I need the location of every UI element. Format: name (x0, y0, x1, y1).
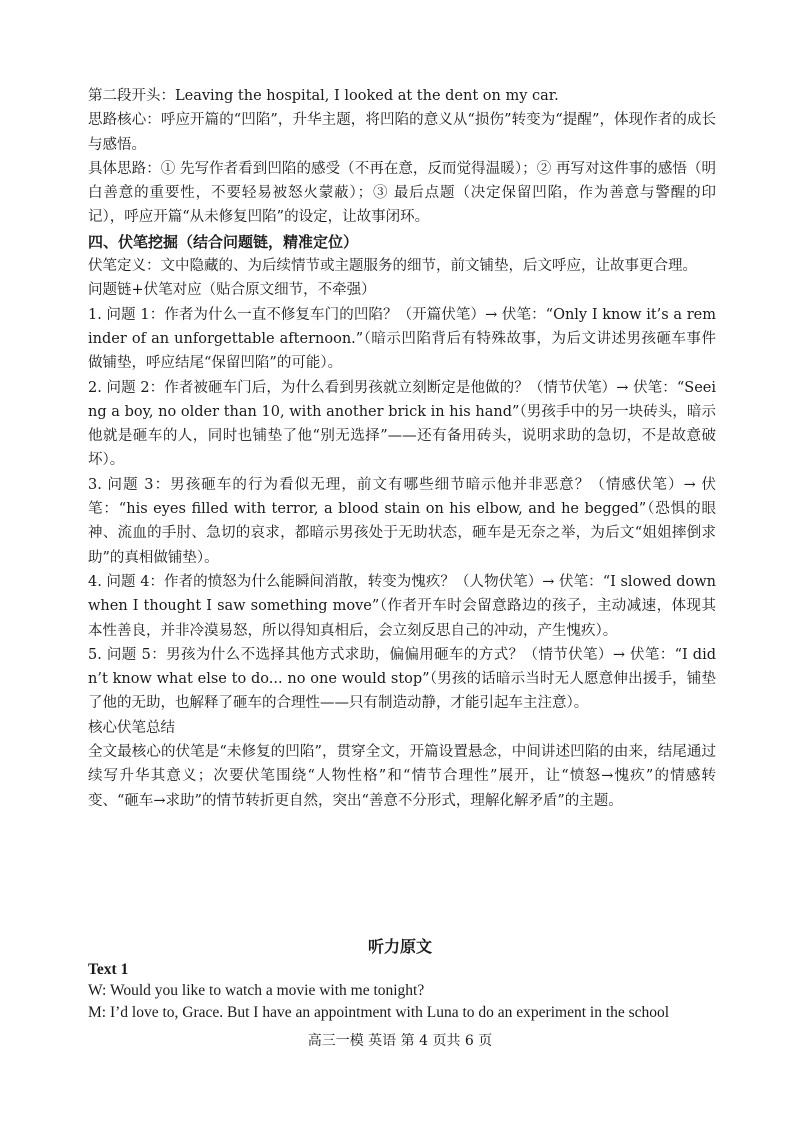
paragraph-opening: 第二段开头：Leaving the hospital, I looked at the dent on my car. (88, 88, 559, 104)
summary-title: 核心伏笔总结 (88, 719, 175, 736)
question-chain-title: 问题链+伏笔对应（贴合原文细节，不牵强） (88, 282, 376, 299)
dialogue-line: M: I’d love to, Grace. But I have an appointment with Luna to do an experiment in the school (88, 1004, 670, 1021)
paragraph-detailed-idea: 具体思路：① 先写作者看到凹陷的感受（不再在意，反而觉得温暖）；② 再写对这件事的感悟（明白善意的重要性，不要轻易被怒火蒙蔽）；③ 最后点题（决定保留凹陷，作为善意与警醒的印记），呼应开篇“从未修复凹陷”的设定，让故事闭环。 (88, 160, 716, 226)
foreshadow-definition: 伏笔定义：文中隐藏的、为后续情节或主题服务的细节，前文铺垫，后文呼应，让故事更合理。 (88, 258, 697, 275)
listening-title: 听力原文 (367, 937, 432, 956)
question-item: 1. 问题 1：作者为什么一直不修复车门的凹陷？（开篇伏笔）→ 伏笔：“Only I know it’s a reminder of an unforgettable afternoon.”（暗示凹陷背后有特殊故事，为后文讲述男孩砸车事件做铺垫，呼应结尾“保留凹陷”的可能）。 (88, 306, 716, 372)
section-heading: 四、伏笔挖掘（结合问题链，精准定位） (88, 232, 359, 251)
question-item: 3. 问题 3：男孩砸车的行为看似无理，前文有哪些细节暗示他并非恶意？（情感伏笔）→ 伏笔：“his eyes filled with terror, a blood stain on his elbow, and he begged”（恐惧的眼神、流血的手肘、急切的哀求，都暗示男孩处于无助状态，砸车是无奈之举，为后文“姐姐摔倒求助”的真相做铺垫）。 (88, 476, 716, 566)
paragraph-core-idea: 思路核心：呼应开篇的“凹陷”，升华主题，将凹陷的意义从“损伤”转变为“提醒”，体现作者的成长与感悟。 (88, 112, 716, 153)
question-item: 2. 问题 2：作者被砸车门后，为什么看到男孩就立刻断定是他做的？（情节伏笔）→ 伏笔：“Seeing a boy, no older than 10, with another brick in his hand”（男孩手中的另一块砖头，暗示他就是砸车的人，同时也铺垫了他“别无选择”——还有备用砖头，说明求助的急切，不是故意破坏）。 (88, 379, 716, 469)
page-footer: 高三一模 英语 第 4 页共 6 页 (307, 1033, 493, 1049)
document-body (88, 84, 716, 813)
summary-text: 全文最核心的伏笔是“未修复的凹陷”，贯穿全文，开篇设置悬念，中间讲述凹陷的由来，结尾通过续写升华其意义；次要伏笔围绕“人物性格”和“情节合理性”展开，让“愤怒→愧疚”的情感转变、“砸车→求助”的情节转折更自然，突出“善意不分形式，理解化解矛盾”的主题。 (88, 744, 716, 809)
text-label: Text 1 (88, 961, 129, 978)
question-item: 5. 问题 5：男孩为什么不选择其他方式求助，偏偏用砸车的方式？（情节伏笔）→ 伏笔：“I didn’t know what else to do... no one would stop”（男孩的话暗示当时无人愿意伸出援手，铺垫了他的无助，也解释了砸车的合理性——只有制造动静，才能引起车主注意）。 (88, 646, 716, 712)
question-item: 4. 问题 4：作者的愤怒为什么能瞬间消散，转变为愧疚？（人物伏笔）→ 伏笔：“I slowed down when I thought I saw something move”（作者开车时会留意路边的孩子，主动减速，体现其本性善良，并非冷漠易怒，所以得知真相后，会立刻反思自己的冲动，产生愧疚）。 (88, 573, 716, 639)
listening-section (88, 960, 718, 1024)
dialogue-line: W: Would you like to watch a movie with me tonight? (88, 982, 425, 999)
